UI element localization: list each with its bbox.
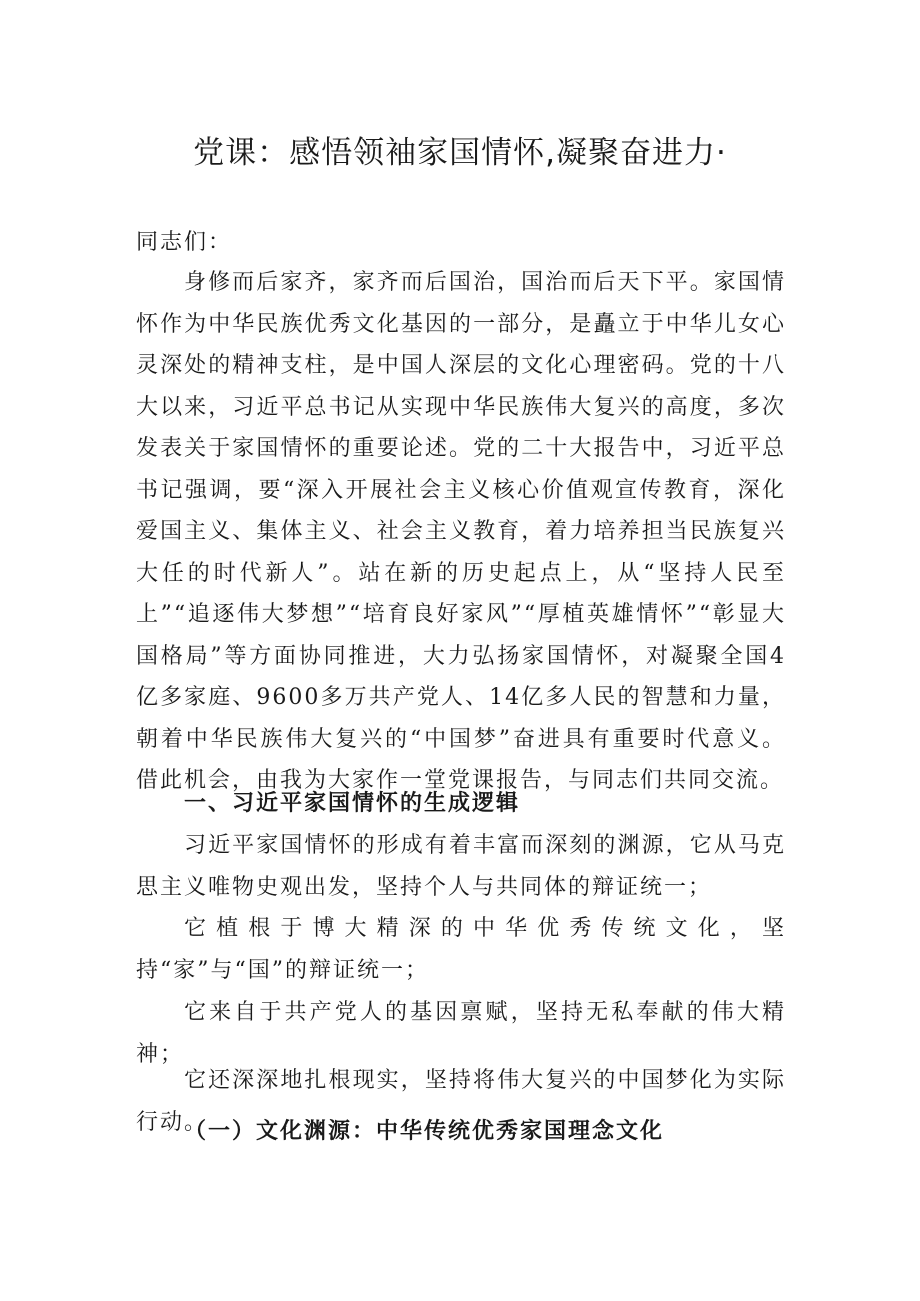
paragraph-gene: 它来自于共产党人的基因禀赋，坚持无私奉献的伟大精神； (136, 1000, 786, 1067)
paragraph-reality: 它还深深地扎根现实，坚持将伟大复兴的中国梦化为实际行动。 (136, 1068, 786, 1135)
paragraph-intro: 身修而后家齐，家齐而后国治，国治而后天下平。家国情怀作为中华民族优秀文化基因的一部分，是矗立于中华儿女心灵深处的精神支柱，是中国人深层的文化心理密码。党的十八大以来，习近平总书记从实现中华民族伟大复兴的高度，多次发表关于家国情怀的重要论述。党的二十大报告中，习近平总书记强调，要“深入开展社会主义核心价值观宣传教育，深化爱国主义、集体主义、社会主义教育，着力培养担当民族复兴大任的时代新人”。站在新的历史起点上，从“坚持人民至上”“追逐伟大梦想”“培育良好家风”“厚植英雄情怀”“彰显大国格局”等方面协同推进，大力弘扬家国情怀，对凝聚全国4亿多家庭、9600多万共产党人、14亿多人民的智慧和力量，朝着中华民族伟大复兴的“中国梦”奋进具有重要时代意义。借此机会，由我为大家作一堂党课报告，与同志们共同交流。 (136, 270, 786, 793)
paragraph-culture: 它植根于博大精深的中华优秀传统文化，坚持“家”与“国”的辩证统一； (136, 916, 786, 983)
document-title: 党课：感悟领袖家国情怀,凝聚奋进力· (193, 135, 727, 171)
salutation: 同志们： (136, 230, 233, 255)
paragraph-origin: 习近平家国情怀的形成有着丰富而深刻的渊源，它从马克思主义唯物史观出发，坚持个人与共同体的辩证统一； (136, 833, 786, 900)
section-heading-1: 一、习近平家国情怀的生成逻辑 (184, 790, 521, 816)
subsection-heading-1: （一）文化渊源：中华传统优秀家国理念文化 (184, 1118, 665, 1144)
